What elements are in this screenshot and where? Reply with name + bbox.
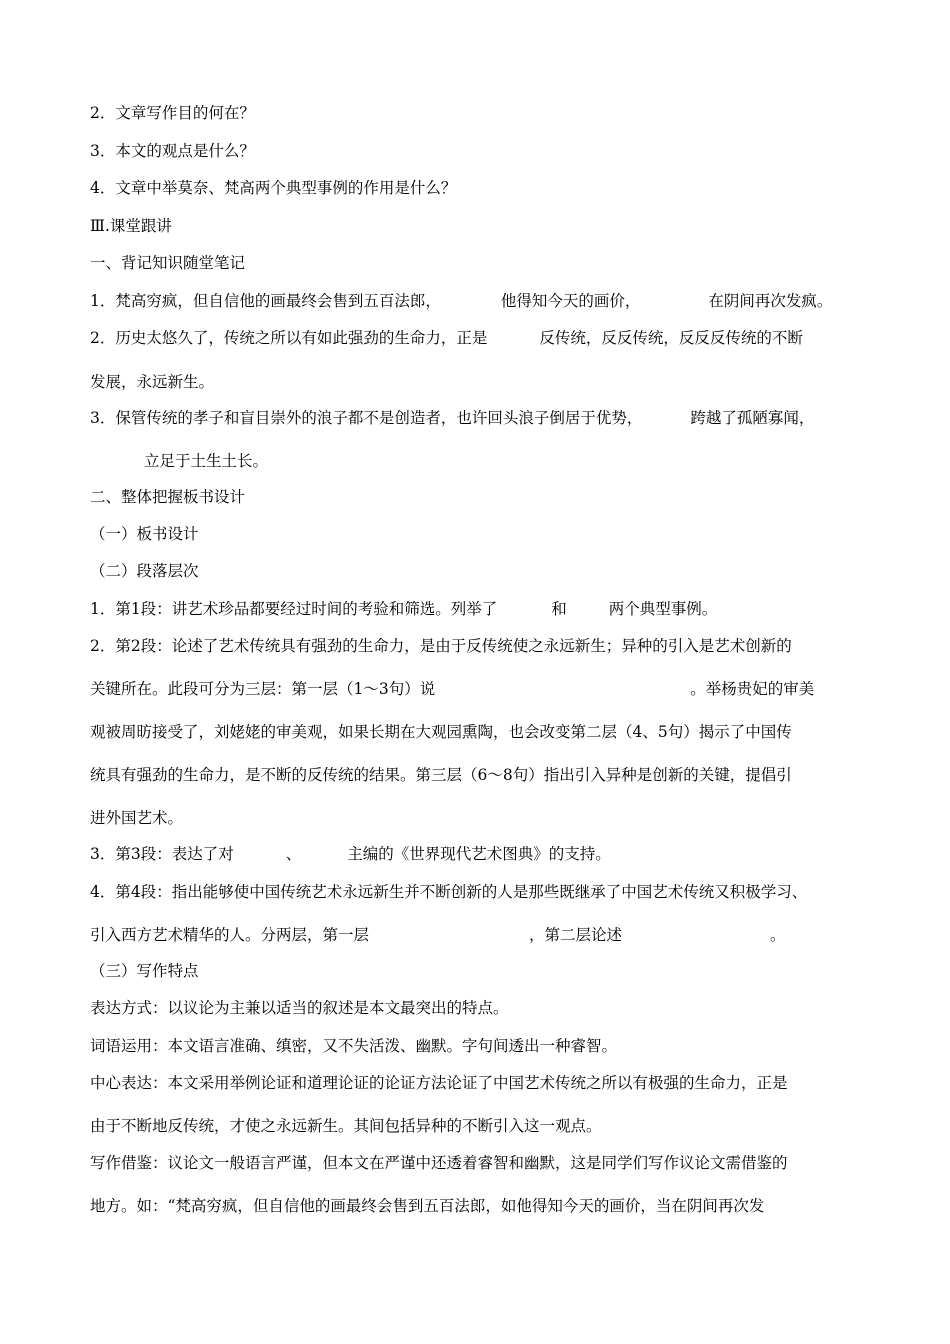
paragraph-2-line-4: 统具有强劲的生命力，是不断的反传统的结果。第三层（6～8句）指出引入异种是创新的关键，提倡引: [90, 766, 792, 784]
note-3-cont: 立足于土生土长。: [144, 452, 269, 470]
note-1: 1．梵高穷疯，但自信他的画最终会售到五百法郎， 他得知今天的画价， 在阴间再次发疯。: [90, 292, 833, 310]
paragraph-4-line-2: 引入西方艺术精华的人。分两层，第一层 ，第二层论述 。: [90, 926, 786, 944]
subheading-board-design: （一）板书设计: [90, 525, 199, 543]
paragraph-2-line-2: 关键所在。此段可分为三层：第一层（1～3句）说 。举杨贵妃的审美: [90, 680, 815, 698]
subheading-writing-features: （三）写作特点: [90, 962, 199, 980]
paragraph-2-note: 2．第2段：论述了艺术传统具有强劲的生命力，是由于反传统使之永远新生；异种的引入是艺术创新的: [90, 637, 792, 655]
paragraph-2-line-5: 进外国艺术。: [90, 809, 184, 827]
question-4: 4．文章中举莫奈、梵高两个典型事例的作用是什么？: [90, 179, 457, 197]
paragraph-2-line-3: 观被周昉接受了，刘姥姥的审美观，如果长期在大观园熏陶，也会改变第二层（4、5句）揭示了中国传: [90, 723, 792, 741]
part-1-heading: 一、背记知识随堂笔记: [90, 254, 246, 272]
note-2: 2．历史太悠久了，传统之所以有如此强劲的生命力，正是 反传统，反反传统，反反反传统的不断: [90, 329, 803, 347]
subheading-paragraph-levels: （二）段落层次: [90, 562, 199, 580]
feature-reference-cont: 地方。如：“梵高穷疯，但自信他的画最终会售到五百法郎，如他得知今天的画价，当在阴间再次发: [90, 1197, 765, 1215]
note-3: 3．保管传统的孝子和盲目崇外的浪子都不是创造者，也许回头浪子倒居于优势， 跨越了孤陋寡闻，: [90, 409, 815, 427]
question-2: 2．文章写作目的何在？: [90, 104, 255, 122]
feature-reference: 写作借鉴：议论文一般语言严谨，但本文在严谨中还透着睿智和幽默，这是同学们写作议论文需借鉴的: [90, 1154, 788, 1172]
note-2-cont: 发展，永远新生。: [90, 373, 215, 391]
feature-central-idea-cont: 由于不断地反传统，才使之永远新生。其间包括异种的不断引入这一观点。: [90, 1117, 602, 1135]
feature-expression: 表达方式：以议论为主兼以适当的叙述是本文最突出的特点。: [90, 999, 509, 1017]
paragraph-1-note: 1．第1段：讲艺术珍品都要经过时间的考验和筛选。列举了 和 两个典型事例。: [90, 600, 718, 618]
part-2-heading: 二、整体把握板书设计: [90, 488, 246, 506]
section-3-heading: Ⅲ.课堂跟讲: [90, 217, 172, 235]
paragraph-3-note: 3．第3段：表达了对 、 主编的《世界现代艺术图典》的支持。: [90, 845, 611, 863]
question-3: 3．本文的观点是什么？: [90, 142, 255, 160]
feature-language: 词语运用：本文语言准确、缜密，又不失活泼、幽默。字句间透出一种睿智。: [90, 1037, 618, 1055]
feature-central-idea: 中心表达：本文采用举例论证和道理论证的论证方法论证了中国艺术传统之所以有极强的生命力，正是: [90, 1074, 788, 1092]
paragraph-4-note: 4．第4段：指出能够使中国传统艺术永远新生并不断创新的人是那些既继承了中国艺术传统又积极学习、: [90, 883, 808, 901]
